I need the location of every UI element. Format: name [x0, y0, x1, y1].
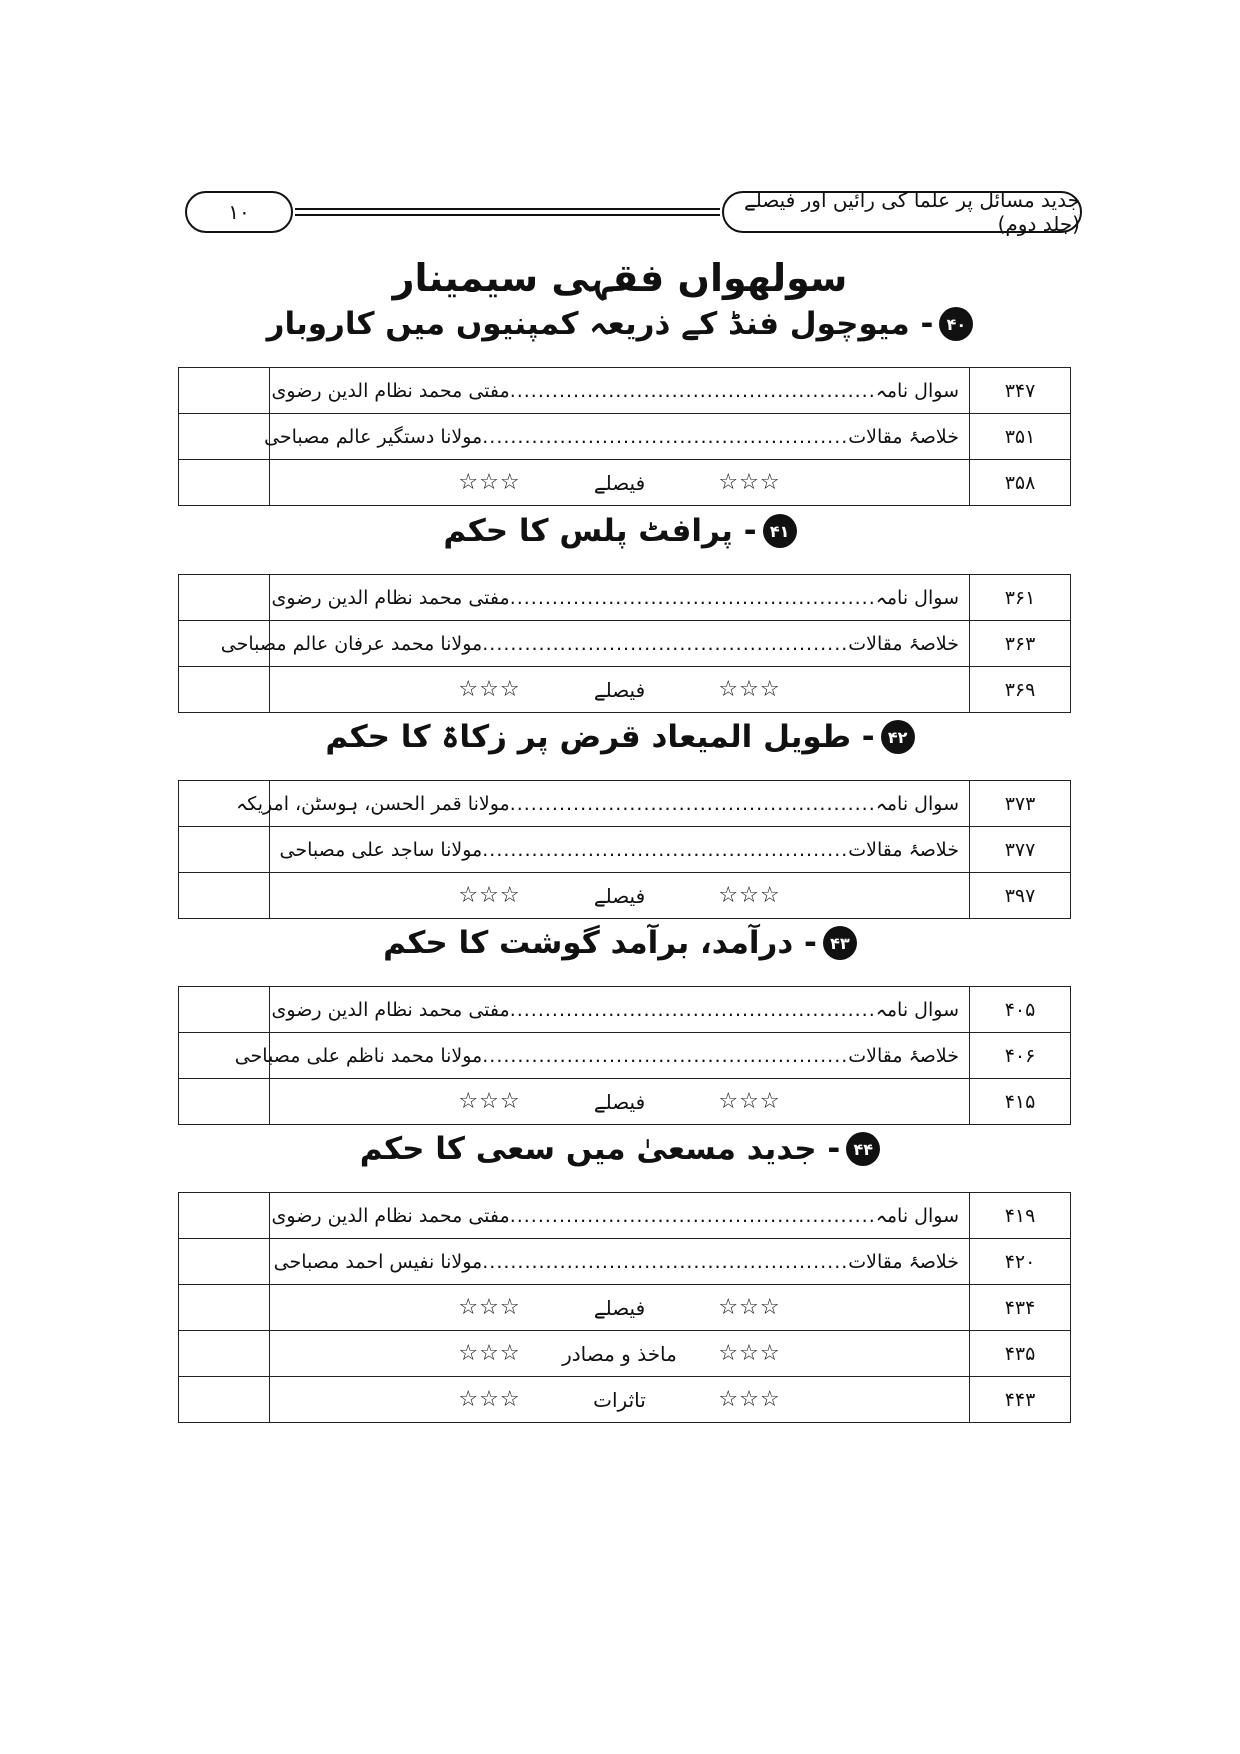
table-row	[179, 1377, 1071, 1423]
row-label: خلاصۂ مقالات	[848, 838, 959, 861]
star-ornament: ☆☆☆	[458, 677, 521, 702]
star-ornament: ☆☆☆	[458, 470, 521, 495]
section-heading: - درآمد، برآمد گوشت کا حکم	[383, 925, 817, 961]
leader-dots: ....................................................	[482, 838, 849, 861]
table-row	[179, 460, 1071, 506]
row-center-label: فیصلے	[593, 1089, 646, 1114]
table-row	[179, 873, 1071, 919]
row-author: مولانا محمد عرفان عالم مصباحی	[220, 632, 483, 655]
table-row	[179, 827, 1071, 873]
leader-dots: ....................................................	[509, 998, 876, 1021]
row-center-label: فیصلے	[593, 470, 646, 495]
leader-dots: ....................................................	[482, 425, 849, 448]
leader-dots: ....................................................	[509, 379, 876, 402]
row-center-label: تاثرات	[593, 1387, 646, 1412]
row-label: خلاصۂ مقالات	[848, 632, 959, 655]
section-number: ۴۲	[881, 720, 915, 754]
row-label: سوال نامہ	[875, 1204, 959, 1227]
table-row	[179, 1079, 1071, 1125]
table-row	[179, 1193, 1071, 1239]
page-ref: ۴۳۵	[970, 1331, 1071, 1377]
header-rule	[295, 208, 720, 210]
section-title	[0, 719, 1240, 755]
page-ref: ۳۴۷	[970, 368, 1071, 414]
page-ref: ۳۹۷	[970, 873, 1071, 919]
section-heading: - میوچول فنڈ کے ذریعہ کمپنیوں میں کاروبار	[266, 306, 934, 342]
table-row	[179, 621, 1071, 667]
page-number: ۱۰	[185, 191, 293, 233]
star-ornament: ☆☆☆	[458, 883, 521, 908]
row-author: مفتی محمد نظام الدین رضوی	[271, 1204, 510, 1227]
section-number: ۴۴	[846, 1132, 880, 1166]
page-ref: ۳۵۱	[970, 414, 1071, 460]
star-ornament: ☆☆☆	[718, 1089, 781, 1114]
section-heading: - پرافٹ پلس کا حکم	[443, 513, 757, 549]
star-ornament: ☆☆☆	[718, 470, 781, 495]
leader-dots: ....................................................	[509, 1204, 876, 1227]
star-ornament: ☆☆☆	[458, 1341, 521, 1366]
page-header	[185, 188, 1082, 238]
page-ref: ۴۰۶	[970, 1033, 1071, 1079]
section-title	[0, 306, 1240, 342]
section-title	[0, 513, 1240, 549]
page-ref: ۴۲۰	[970, 1239, 1071, 1285]
toc-table	[178, 1192, 1071, 1423]
toc-table	[178, 367, 1071, 506]
row-center-label: فیصلے	[593, 1295, 646, 1320]
leader-dots: ....................................................	[482, 1250, 849, 1273]
section-title	[0, 1131, 1240, 1167]
row-label: سوال نامہ	[875, 379, 959, 402]
table-row	[179, 368, 1071, 414]
star-ornament: ☆☆☆	[458, 1089, 521, 1114]
row-label: سوال نامہ	[875, 586, 959, 609]
row-label: سوال نامہ	[875, 998, 959, 1021]
row-author: مفتی محمد نظام الدین رضوی	[271, 379, 510, 402]
leader-dots: ....................................................	[482, 1044, 849, 1067]
table-row	[179, 781, 1071, 827]
star-ornament: ☆☆☆	[458, 1387, 521, 1412]
page-ref: ۳۷۳	[970, 781, 1071, 827]
leader-dots: ....................................................	[509, 792, 876, 815]
row-author: مولانا نفیس احمد مصباحی	[273, 1250, 483, 1273]
row-label: خلاصۂ مقالات	[848, 425, 959, 448]
star-ornament: ☆☆☆	[718, 677, 781, 702]
star-ornament: ☆☆☆	[458, 1295, 521, 1320]
table-row	[179, 1239, 1071, 1285]
toc-table	[178, 986, 1071, 1125]
section-number: ۴۱	[763, 514, 797, 548]
row-center-label: فیصلے	[593, 883, 646, 908]
row-author: مفتی محمد نظام الدین رضوی	[271, 998, 510, 1021]
row-label: خلاصۂ مقالات	[848, 1044, 959, 1067]
page-ref: ۴۰۵	[970, 987, 1071, 1033]
row-label: سوال نامہ	[875, 792, 959, 815]
star-ornament: ☆☆☆	[718, 883, 781, 908]
section-heading: - جدید مسعیٰ میں سعی کا حکم	[359, 1131, 841, 1167]
table-row	[179, 575, 1071, 621]
table-row	[179, 1033, 1071, 1079]
star-ornament: ☆☆☆	[718, 1295, 781, 1320]
seminar-title: سولھواں فقہی سیمینار	[392, 256, 848, 300]
star-ornament: ☆☆☆	[718, 1387, 781, 1412]
toc-table	[178, 574, 1071, 713]
page-ref: ۴۱۹	[970, 1193, 1071, 1239]
section-number: ۴۳	[823, 926, 857, 960]
row-author: مولانا قمر الحسن، ہوسٹن، امریکہ	[236, 792, 510, 815]
section-title	[0, 925, 1240, 961]
row-author: مولانا محمد ناظم علی مصباحی	[234, 1044, 483, 1067]
page-ref: ۳۶۳	[970, 621, 1071, 667]
leader-dots: ....................................................	[482, 632, 849, 655]
row-author: مولانا ساجد علی مصباحی	[279, 838, 483, 861]
section-heading: - طویل المیعاد قرض پر زکاۃ کا حکم	[325, 719, 875, 755]
table-row	[179, 987, 1071, 1033]
table-row	[179, 667, 1071, 713]
row-author: مفتی محمد نظام الدین رضوی	[271, 586, 510, 609]
page-ref: ۳۶۹	[970, 667, 1071, 713]
table-row	[179, 414, 1071, 460]
row-center-label: ماخذ و مصادر	[562, 1341, 677, 1366]
page-ref: ۳۵۸	[970, 460, 1071, 506]
section-number: ۴۰	[939, 307, 973, 341]
page-ref: ۴۳۴	[970, 1285, 1071, 1331]
leader-dots: ....................................................	[509, 586, 876, 609]
table-row	[179, 1285, 1071, 1331]
page-ref: ۳۶۱	[970, 575, 1071, 621]
star-ornament: ☆☆☆	[718, 1341, 781, 1366]
page-ref: ۴۱۵	[970, 1079, 1071, 1125]
row-label: خلاصۂ مقالات	[848, 1250, 959, 1273]
header-rule	[295, 214, 720, 216]
row-author: مولانا دستگیر عالم مصباحی	[264, 425, 483, 448]
row-center-label: فیصلے	[593, 677, 646, 702]
table-row	[179, 1331, 1071, 1377]
page-ref: ۴۴۳	[970, 1377, 1071, 1423]
toc-table	[178, 780, 1071, 919]
book-title: جدید مسائل پر علما کی رائیں اور فیصلے (جلد دوم)	[722, 191, 1082, 233]
page-ref: ۳۷۷	[970, 827, 1071, 873]
